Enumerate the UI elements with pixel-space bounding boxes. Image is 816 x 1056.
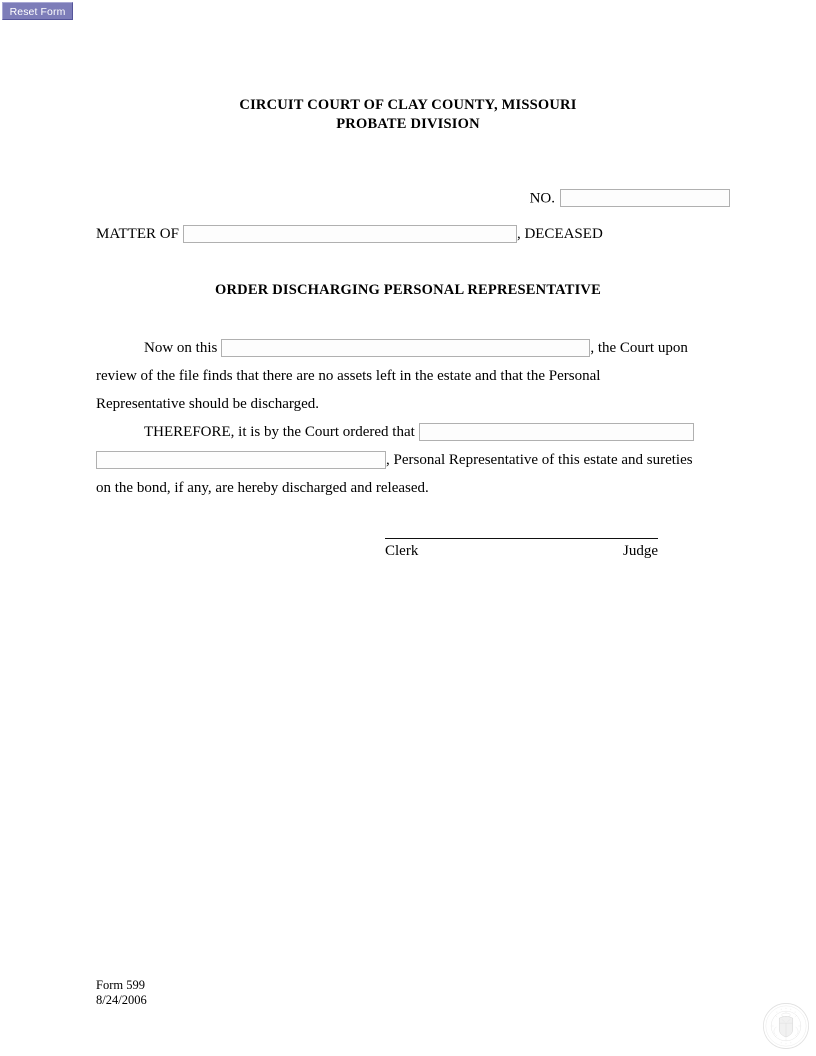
findings-line-2: review of the file finds that there are no assets left in the estate and that the Personal [96, 368, 601, 384]
findings-line-3: Representative should be discharged. [96, 396, 319, 412]
findings-line-1 [96, 334, 720, 362]
findings-paragraph [96, 334, 720, 418]
signature-labels [385, 539, 658, 561]
ordering-line-2 [96, 446, 720, 474]
page-title [96, 96, 720, 134]
form-revision-date-label: 8/24/2006 [96, 993, 147, 1007]
now-on-this-label: Now on this [144, 340, 218, 356]
signature-block [385, 538, 658, 561]
representative-name-input-part1[interactable] [419, 423, 694, 441]
clerk-label: Clerk [385, 543, 419, 559]
representative-name-input-part2[interactable] [96, 451, 386, 469]
order-date-input[interactable] [221, 339, 590, 357]
case-number-label: NO. [529, 190, 555, 207]
county-seal-watermark-icon [762, 1002, 810, 1050]
case-number-input[interactable] [560, 189, 730, 207]
court-upon-label: , the Court upon [590, 340, 688, 356]
reset-form-button[interactable]: Reset Form [2, 2, 73, 20]
judge-label: Judge [623, 543, 658, 559]
order-heading: ORDER DISCHARGING PERSONAL REPRESENTATIVE [215, 282, 601, 298]
division-name-line: PROBATE DIVISION [336, 116, 480, 132]
ordering-paragraph [96, 418, 720, 502]
personal-representative-label: , Personal Representative of this estate and sureties [386, 452, 693, 468]
court-name-line: CIRCUIT COURT OF CLAY COUNTY, MISSOURI [239, 97, 577, 113]
decedent-name-input[interactable] [183, 225, 517, 243]
case-number-row [96, 188, 730, 209]
form-number-label: Form 599 [96, 978, 145, 992]
therefore-label: THEREFORE, it is by the Court ordered that [144, 424, 415, 440]
deceased-suffix-label: , DECEASED [516, 226, 603, 242]
matter-of-row [96, 224, 736, 244]
ordering-line-3: on the bond, if any, are hereby discharged and released. [96, 480, 429, 496]
form-footer [96, 978, 147, 1008]
ordering-line-1 [96, 418, 720, 446]
matter-of-label: MATTER OF [96, 226, 179, 242]
